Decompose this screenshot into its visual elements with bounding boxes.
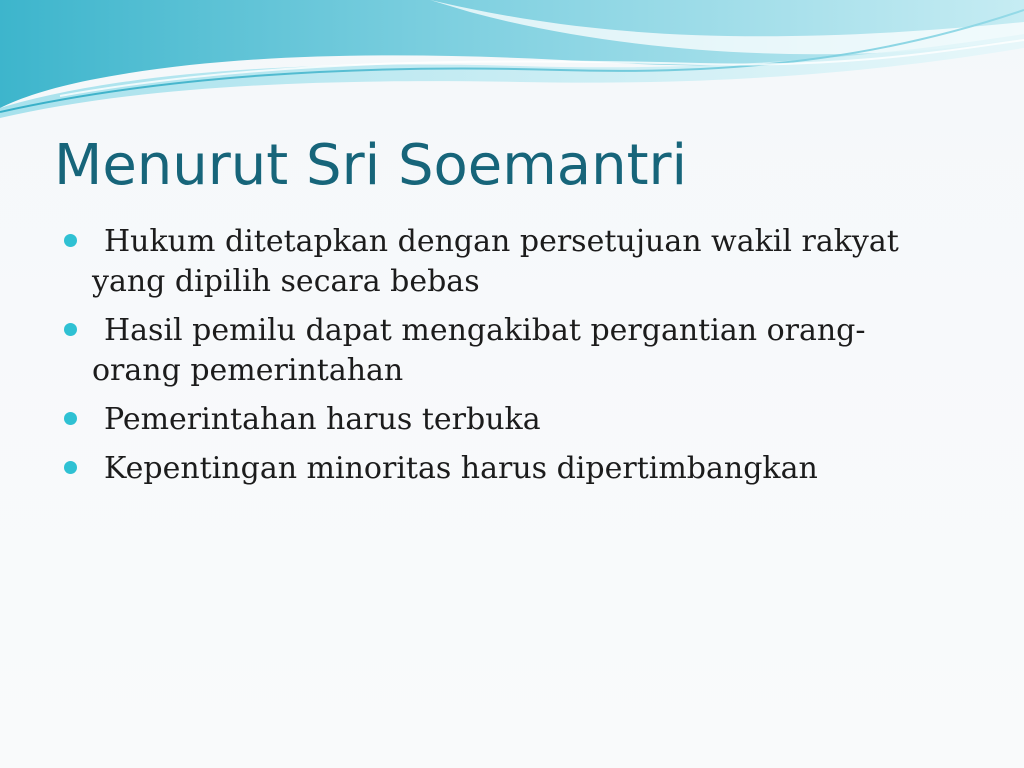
bullet-dot-icon: [64, 234, 77, 247]
list-item: [62, 400, 942, 440]
bullet-text: Hasil pemilu dapat mengakibat pergantian orang-orang pemerintahan: [92, 313, 866, 388]
bullet-text: Pemerintahan harus terbuka: [104, 402, 541, 437]
slide-title: Menurut Sri Soemantri: [54, 133, 688, 198]
list-item: [62, 222, 942, 302]
bullet-dot-icon: [64, 323, 77, 336]
bullet-text: Hukum ditetapkan dengan persetujuan wakil rakyat yang dipilih secara bebas: [92, 224, 899, 299]
bullet-dot-icon: [64, 412, 77, 425]
bullet-text: Kepentingan minoritas harus dipertimbangkan: [104, 451, 818, 486]
list-item: [62, 449, 942, 489]
header-wave-decoration: [0, 0, 1024, 130]
bullet-dot-icon: [64, 461, 77, 474]
list-item: [62, 311, 942, 391]
bullet-list: [62, 222, 942, 498]
